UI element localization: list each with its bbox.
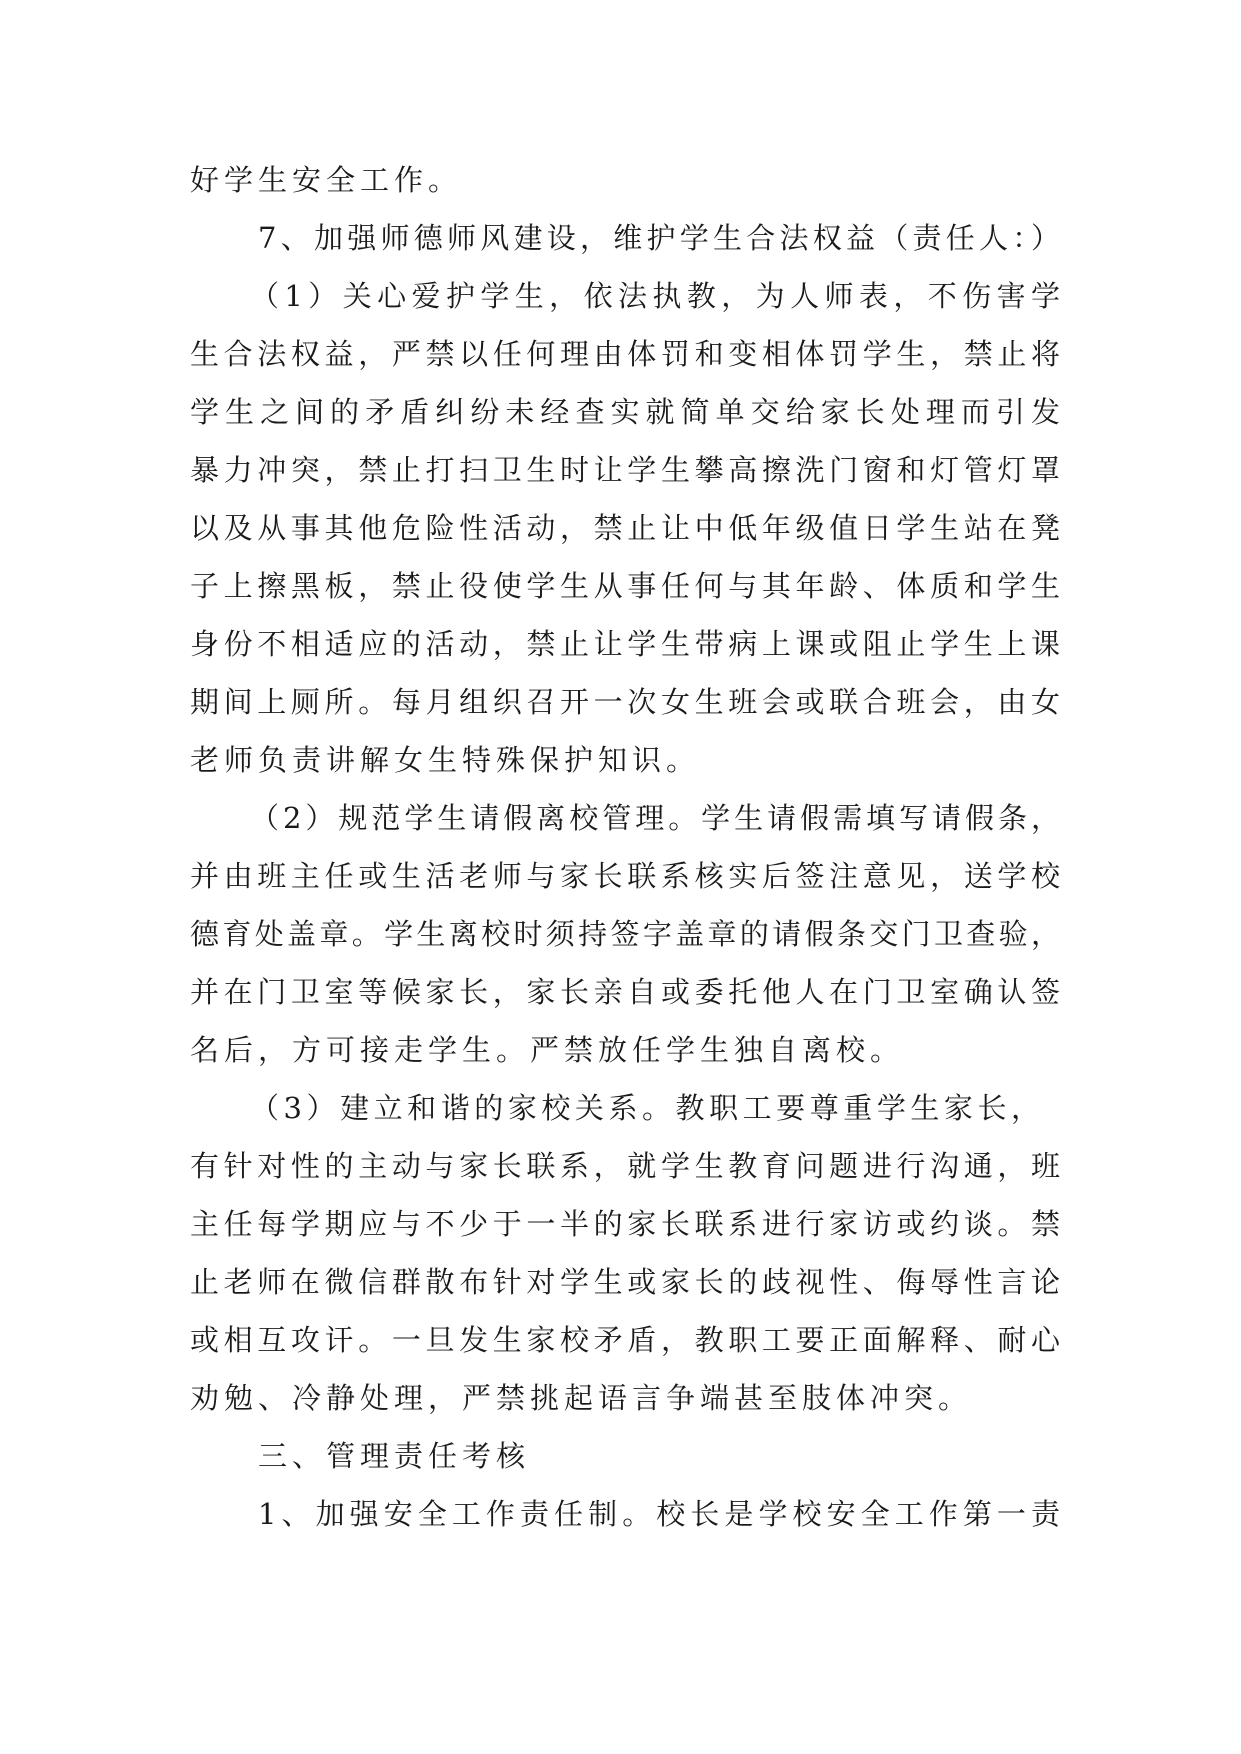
text-line: 生合法权益，严禁以任何理由体罚和变相体罚学生，禁止将 — [190, 337, 1060, 371]
text-line: 学生之间的矛盾纠纷未经查实就简单交给家长处理而引发 — [190, 395, 1060, 429]
text-line: 子上擦黑板，禁止役使学生从事任何与其年龄、体质和学生 — [190, 569, 1060, 603]
text-line: 并由班主任或生活老师与家长联系核实后签注意见，送学校 — [190, 859, 1060, 893]
text-line: 身份不相适应的活动，禁止让学生带病上课或阻止学生上课 — [190, 627, 1060, 661]
section-heading: 三、管理责任考核 — [258, 1439, 531, 1473]
text-line: 期间上厕所。每月组织召开一次女生班会或联合班会，由女 — [190, 685, 1060, 719]
text-line: 德育处盖章。学生离校时须持签字盖章的请假条交门卫查验， — [190, 917, 1060, 951]
text-line: （2）规范学生请假离校管理。学生请假需填写请假条， — [250, 801, 1060, 835]
text-line: 有针对性的主动与家长联系，就学生教育问题进行沟通，班 — [190, 1149, 1060, 1183]
text-line: （3）建立和谐的家校关系。教职工要尊重学生家长， — [250, 1091, 1040, 1125]
text-line: 或相互攻讦。一旦发生家校矛盾，教职工要正面解释、耐心 — [190, 1323, 1060, 1357]
text-line: 主任每学期应与不少于一半的家长联系进行家访或约谈。禁 — [190, 1207, 1060, 1241]
text-line: 7、加强师德师风建设，维护学生合法权益（责任人：） — [258, 221, 1060, 255]
text-line: （1）关心爱护学生，依法执教，为人师表，不伤害学 — [250, 279, 1060, 313]
text-line: 1、加强安全工作责任制。校长是学校安全工作第一责 — [258, 1497, 1060, 1531]
text-line: 并在门卫室等候家长，家长亲自或委托他人在门卫室确认签 — [190, 975, 1060, 1009]
text-line: 暴力冲突，禁止打扫卫生时让学生攀高擦洗门窗和灯管灯罩 — [190, 453, 1060, 487]
text-line: 劝勉、冷静处理，严禁挑起语言争端甚至肢体冲突。 — [190, 1381, 973, 1415]
text-line: 名后，方可接走学生。严禁放任学生独自离校。 — [190, 1033, 905, 1067]
text-line: 好学生安全工作。 — [190, 163, 463, 197]
text-line: 止老师在微信群散布针对学生或家长的歧视性、侮辱性言论 — [190, 1265, 1060, 1299]
text-line: 老师负责讲解女生特殊保护知识。 — [190, 743, 701, 777]
text-line: 以及从事其他危险性活动，禁止让中低年级值日学生站在凳 — [190, 511, 1060, 545]
